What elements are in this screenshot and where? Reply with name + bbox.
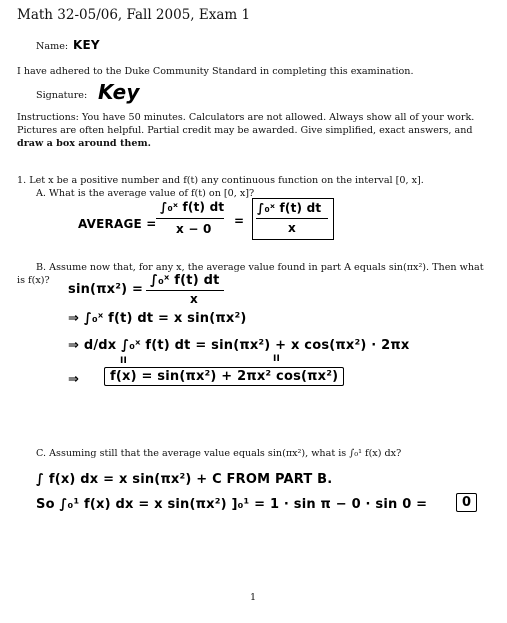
part-a-boxed-denominator: x [288, 221, 296, 235]
part-b-question-line-2: is f(x)? [17, 275, 50, 286]
part-a-equals: = [234, 214, 245, 228]
part-b-line-4-arrow: ⇒ [68, 372, 80, 387]
name-value-handwritten: KEY [73, 38, 100, 52]
part-a-average-label: AVERAGE = [78, 217, 157, 231]
signature-value-handwritten: Key [98, 80, 140, 104]
instructions-line-1: Instructions: You have 50 minutes. Calculators are not allowed. Always show all of your work. [17, 112, 475, 123]
page-number: 1 [250, 592, 257, 603]
part-a-fraction-bar [156, 218, 224, 219]
part-a-denominator: x − 0 [176, 222, 212, 236]
part-c-line-1: ∫ f(x) dx = x sin(πx²) + C FROM PART B. [36, 472, 333, 487]
part-a-boxed-numerator: ∫₀ˣ f(t) dt [257, 201, 322, 215]
part-b-line-1-lhs: sin(πx²) = [68, 282, 144, 297]
part-a-boxed-fraction-bar [256, 218, 328, 219]
part-b-equals-mark-1: II [120, 356, 128, 366]
signature-label: Signature: [36, 90, 88, 101]
part-c-line-2: So ∫₀¹ f(x) dx = x sin(πx²) ]₀¹ = 1 · sin π − 0 · sin 0 = [36, 497, 428, 512]
name-label: Name: [36, 41, 69, 52]
part-b-boxed-answer: f(x) = sin(πx²) + 2πx² cos(πx²) [104, 367, 344, 386]
part-b-line-2: ⇒ ∫₀ˣ f(t) dt = x sin(πx²) [68, 311, 247, 326]
instructions-line-2: Pictures are often helpful. Partial credit may be awarded. Give simplified, exact answers, and [17, 125, 473, 136]
part-b-equals-mark-2: II [273, 354, 281, 364]
part-b-line-1-numerator: ∫₀ˣ f(t) dt [150, 273, 220, 288]
part-c-question: C. Assuming still that the average value equals sin(πx²), what is ∫₀¹ f(x) dx? [36, 448, 402, 459]
part-b-line-1-denominator: x [190, 292, 198, 306]
problem-1-stem: 1. Let x be a positive number and f(t) any continuous function on the interval [0, x]. [17, 175, 424, 186]
part-a-question: A. What is the average value of f(t) on [0, x]? [36, 188, 255, 199]
community-standard-statement: I have adhered to the Duke Community Standard in completing this examination. [17, 66, 414, 77]
part-b-question-line-1: B. Assume now that, for any x, the average value found in part A equals sin(πx²). Then what [36, 262, 484, 273]
instructions-line-3: draw a box around them. [17, 138, 151, 149]
part-b-line-3: ⇒ d/dx ∫₀ˣ f(t) dt = sin(πx²) + x cos(πx²) · 2πx [68, 338, 410, 353]
part-a-numerator: ∫₀ˣ f(t) dt [160, 200, 225, 214]
part-c-boxed-answer: 0 [456, 493, 477, 512]
exam-title: Math 32-05/06, Fall 2005, Exam 1 [17, 7, 251, 23]
part-b-line-1-fraction-bar [146, 290, 224, 291]
